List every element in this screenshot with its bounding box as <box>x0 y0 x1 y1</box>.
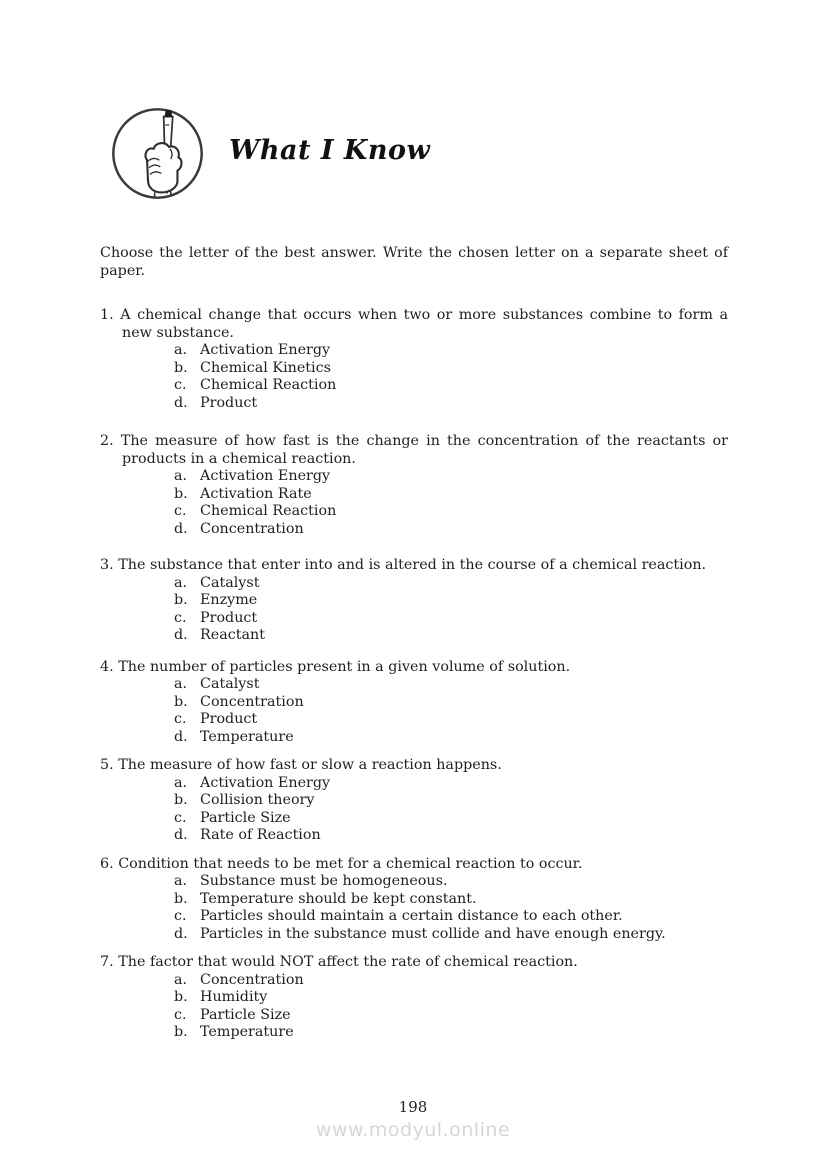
option-list <box>174 575 728 645</box>
pencil-in-hand-icon <box>110 106 205 201</box>
option-text: Product <box>200 711 258 727</box>
option-item <box>174 1007 728 1025</box>
option-item <box>174 592 728 610</box>
option-letter: b. <box>174 359 188 376</box>
option-item <box>174 711 728 729</box>
option-item <box>174 989 728 1007</box>
option-item <box>174 891 728 909</box>
option-item <box>174 486 728 504</box>
option-item <box>174 827 728 845</box>
option-item <box>174 395 728 413</box>
option-letter: d. <box>174 925 188 942</box>
option-letter: a. <box>174 774 188 791</box>
option-letter: b. <box>174 693 188 710</box>
question-item <box>100 757 728 845</box>
question-number: 5. <box>100 757 114 773</box>
question-number: 3. <box>100 557 114 573</box>
option-text: Concentration <box>200 520 304 537</box>
option-item <box>174 775 728 793</box>
watermark-text: www.modyul.online <box>315 1119 511 1141</box>
question-text: 4. The number of particles present in a given volume of solution. <box>100 658 571 675</box>
option-letter: c. <box>174 809 187 826</box>
question-text: 7. The factor that would NOT affect the rate of chemical reaction. <box>100 954 578 970</box>
option-letter: c. <box>174 711 187 727</box>
option-letter: c. <box>174 908 187 924</box>
option-text: Chemical Kinetics <box>200 359 331 376</box>
question-number: 7. <box>100 954 114 970</box>
option-item <box>174 342 728 360</box>
option-text: Concentration <box>200 971 304 988</box>
option-text: Temperature should be kept constant. <box>200 890 477 907</box>
question-number: 6. <box>100 855 114 872</box>
option-text: Activation Rate <box>200 485 312 502</box>
option-letter: b. <box>174 1024 188 1040</box>
option-list <box>174 676 728 746</box>
option-text: Product <box>200 609 258 626</box>
option-item <box>174 575 728 593</box>
option-letter: a. <box>174 971 188 988</box>
quiz-content <box>100 245 728 1053</box>
option-letter: b. <box>174 989 188 1005</box>
option-text: Chemical Reaction <box>200 503 337 519</box>
option-item <box>174 926 728 944</box>
option-letter: a. <box>174 468 188 484</box>
question-item <box>100 954 728 1042</box>
option-text: Rate of Reaction <box>200 827 321 843</box>
option-item <box>174 676 728 694</box>
option-text: Product <box>200 394 258 411</box>
option-letter: a. <box>174 873 188 889</box>
option-letter: c. <box>174 1006 187 1023</box>
option-item <box>174 503 728 521</box>
option-text: Particle Size <box>200 809 291 826</box>
option-letter: b. <box>174 592 188 608</box>
option-list <box>174 775 728 845</box>
option-text: Collision theory <box>200 792 315 808</box>
question-number: 2. <box>100 433 114 449</box>
question-list <box>100 307 728 1042</box>
option-item <box>174 873 728 891</box>
option-list <box>174 972 728 1042</box>
option-item <box>174 360 728 378</box>
option-text: Particles in the substance must collide and have enough energy. <box>200 925 666 942</box>
option-letter: a. <box>174 676 188 692</box>
option-text: Catalyst <box>200 574 260 591</box>
option-letter: a. <box>174 574 188 591</box>
option-text: Activation Energy <box>200 468 331 484</box>
option-text: Activation Energy <box>200 774 331 791</box>
option-item <box>174 521 728 539</box>
question-text: 1. A chemical change that occurs when two or more substances combine to form a new substance. <box>100 307 728 341</box>
option-letter: c. <box>174 377 187 393</box>
option-letter: c. <box>174 503 187 519</box>
option-item <box>174 729 728 747</box>
option-text: Temperature <box>200 1024 294 1040</box>
option-item <box>174 792 728 810</box>
option-letter: d. <box>174 728 188 745</box>
option-letter: d. <box>174 394 188 411</box>
option-text: Concentration <box>200 693 304 710</box>
question-item <box>100 557 728 645</box>
question-text: 2. The measure of how fast is the change in the concentration of the reactants or products in a chemical reaction. <box>100 433 728 467</box>
option-text: Catalyst <box>200 676 260 692</box>
option-list <box>174 468 728 538</box>
question-text: 6. Condition that needs to be met for a chemical reaction to occur. <box>100 855 583 872</box>
question-item <box>100 307 728 412</box>
option-text: Humidity <box>200 989 268 1005</box>
question-item <box>100 659 728 747</box>
option-item <box>174 610 728 628</box>
question-text: 3. The substance that enter into and is altered in the course of a chemical reaction. <box>100 557 707 573</box>
option-item <box>174 627 728 645</box>
option-item <box>174 694 728 712</box>
option-letter: b. <box>174 485 188 502</box>
question-number: 1. <box>100 307 114 323</box>
option-item <box>174 468 728 486</box>
page-number: 198 <box>398 1098 428 1116</box>
option-letter: d. <box>174 827 188 843</box>
option-list <box>174 342 728 412</box>
question-item <box>100 433 728 538</box>
option-item <box>174 377 728 395</box>
option-text: Enzyme <box>200 592 258 608</box>
option-letter: c. <box>174 609 187 626</box>
option-item <box>174 810 728 828</box>
option-letter: b. <box>174 792 188 808</box>
option-letter: d. <box>174 627 188 643</box>
option-letter: a. <box>174 342 188 358</box>
option-text: Substance must be homogeneous. <box>200 873 448 889</box>
section-title: What I Know <box>229 135 431 166</box>
option-item <box>174 1024 728 1042</box>
question-number: 4. <box>100 658 114 675</box>
question-item <box>100 856 728 944</box>
option-letter: d. <box>174 520 188 537</box>
option-text: Particle Size <box>200 1006 291 1023</box>
option-text: Reactant <box>200 627 265 643</box>
question-text: 5. The measure of how fast or slow a reaction happens. <box>100 757 502 773</box>
option-text: Temperature <box>200 728 294 745</box>
option-list <box>174 873 728 943</box>
option-text: Particles should maintain a certain distance to each other. <box>200 908 623 924</box>
option-text: Activation Energy <box>200 342 331 358</box>
option-item <box>174 908 728 926</box>
option-letter: b. <box>174 890 188 907</box>
section-header <box>110 106 430 201</box>
option-item <box>174 972 728 990</box>
option-text: Chemical Reaction <box>200 377 337 393</box>
instructions-text: Choose the letter of the best answer. Write the chosen letter on a separate sheet of paper. <box>100 245 728 279</box>
